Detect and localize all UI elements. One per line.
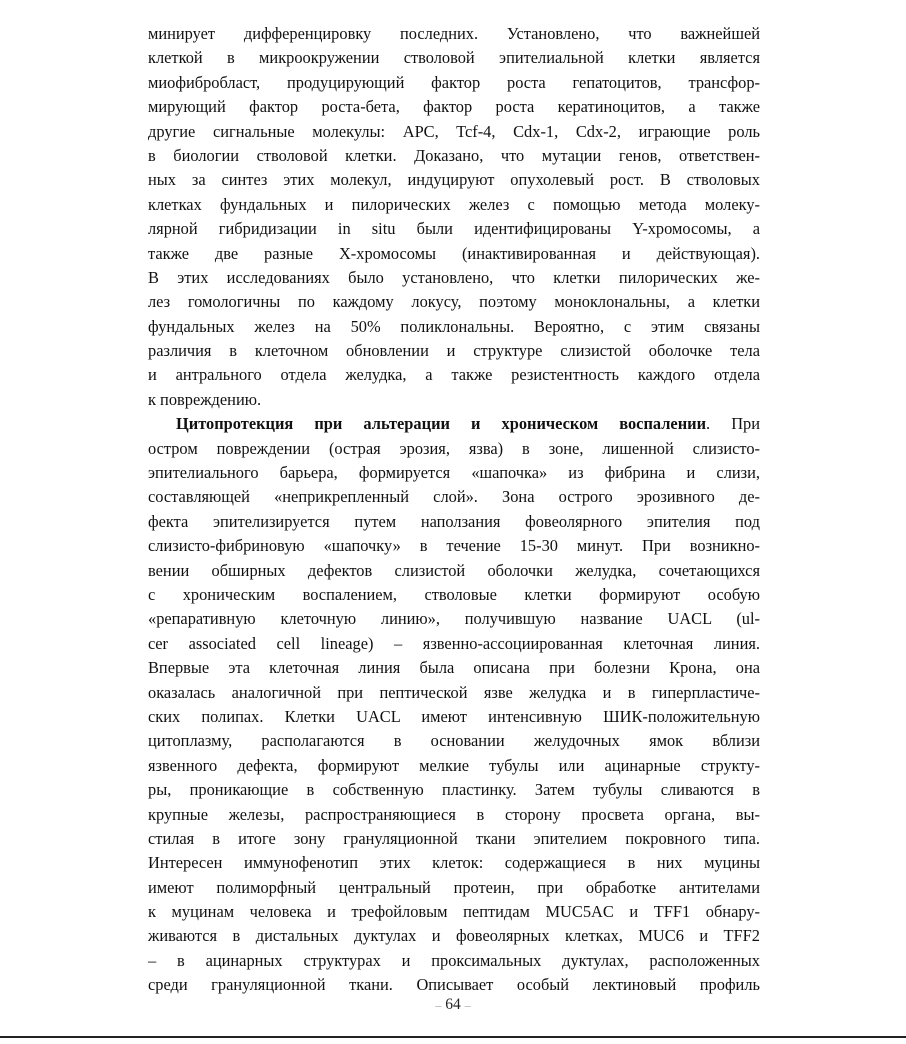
text-line: Впервые эта клеточная линия была описана при болезни Крона, она <box>148 658 760 678</box>
text-line: живаются в дистальных дуктулах и фовеолярных клетках, MUC6 и TFF2 <box>148 926 760 946</box>
text-line: среди грануляционной ткани. Описывает особый лектиновый профиль <box>148 975 760 995</box>
page-number <box>0 996 906 1014</box>
text-line: к повреждению. <box>148 389 262 409</box>
text-line: cer associated cell lineage) – язвенно-ассоциированная клеточная линия. <box>148 633 760 653</box>
text-line: язвенного дефекта, формируют мелкие тубулы или ацинарные структу- <box>148 755 760 775</box>
text-line: цитоплазму, располагаются в основании желудочных ямок вблизи <box>148 731 760 751</box>
text-line: ных за синтез этих молекул, индуцируют опухолевый рост. В стволовых <box>148 170 760 190</box>
text-line: и антрального отдела желудка, а также резистентность каждого отдела <box>148 365 760 385</box>
text-line: «репаративную клеточную линию», получившую название UACL (ul- <box>148 609 760 629</box>
paragraph-2 <box>148 412 760 997</box>
text-line: стилая в итоге зону грануляционной ткани эпителием покровного типа. <box>148 828 760 848</box>
text-line: фундальных желез на 50% поликлональны. Вероятно, с этим связаны <box>148 316 760 336</box>
paragraph-2-first-line <box>148 412 760 436</box>
section-heading: Цитопротекция при альтерации и хроническом воспалении <box>176 414 707 434</box>
text-line: минирует дифференцировку последних. Установлено, что важнейшей <box>148 24 760 43</box>
text-line: миофибробласт, продуцирующий фактор роста гепатоцитов, трансфор- <box>148 72 760 92</box>
text-line: оказалась аналогичной при пептической язве желудка и в гиперпластиче- <box>148 682 760 702</box>
text-line: клетках фундальных и пилорических желез с помощью метода молеку- <box>148 194 760 214</box>
text-line: клеткой в микроокружении стволовой эпителиальной клетки является <box>148 48 760 68</box>
text-line: вении обширных дефектов слизистой оболочки желудка, сочетающихся <box>148 560 760 580</box>
text-line: различия в клеточном обновлении и структуре слизистой оболочке тела <box>148 341 760 361</box>
page-number-right-dash: – <box>464 998 471 1012</box>
text-line: В этих исследованиях было установлено, что клетки пилорических же- <box>148 267 760 287</box>
text-line: имеют полиморфный центральный протеин, при обработке антителами <box>148 877 760 897</box>
text-line: – в ацинарных структурах и проксимальных дуктулах, расположенных <box>148 950 760 970</box>
text-line: ры, проникающие в собственную пластинку. Затем тубулы сливаются в <box>148 780 760 800</box>
text-line: также две разные Х-хромосомы (инактивированная и действующая). <box>148 243 760 263</box>
text-line: другие сигнальные молекулы: APC, Tcf-4, Cdx-1, Cdx-2, играющие роль <box>148 121 760 141</box>
text-line: лез гомологичны по каждому локусу, поэтому моноклональны, а клетки <box>148 292 760 312</box>
text-line: мирующий фактор роста-бета, фактор роста кератиноцитов, а также <box>148 97 760 117</box>
text-line: Интересен иммунофенотип этих клеток: содержащиеся в них муцины <box>148 853 760 873</box>
page-number-value: 64 <box>445 996 461 1013</box>
text-line: остром повреждении (острая эрозия, язва) в зоне, лишенной слизисто- <box>148 438 760 458</box>
paragraph-1 <box>148 22 760 412</box>
bottom-rule <box>0 1036 906 1038</box>
heading-trailing-text: . При <box>706 414 761 434</box>
text-line: крупные железы, распространяющиеся в сторону просвета органа, вы- <box>148 804 760 824</box>
text-line: составляющей «неприкрепленный слой». Зона острого эрозивного де- <box>148 487 760 507</box>
text-line: к муцинам человека и трефойловым пептидам MUC5AC и TFF1 обнару- <box>148 902 760 922</box>
text-line: фекта эпителизируется путем наползания фовеолярного эпителия под <box>148 511 760 531</box>
text-line: эпителиального барьера, формируется «шапочка» из фибрина и слизи, <box>148 463 760 483</box>
text-line: ских полипах. Клетки UACL имеют интенсивную ШИК-положительную <box>148 706 760 726</box>
page-body <box>148 22 760 998</box>
text-line: слизисто-фибриновую «шапочку» в течение 15-30 минут. При возникно- <box>148 536 760 556</box>
text-line: в биологии стволовой клетки. Доказано, что мутации генов, ответствен- <box>148 145 760 165</box>
page-number-left-dash: – <box>435 998 442 1012</box>
text-line: с хроническим воспалением, стволовые клетки формируют особую <box>148 584 760 604</box>
text-line: лярной гибридизации in situ были идентифицированы Y-хромосомы, а <box>148 219 760 239</box>
